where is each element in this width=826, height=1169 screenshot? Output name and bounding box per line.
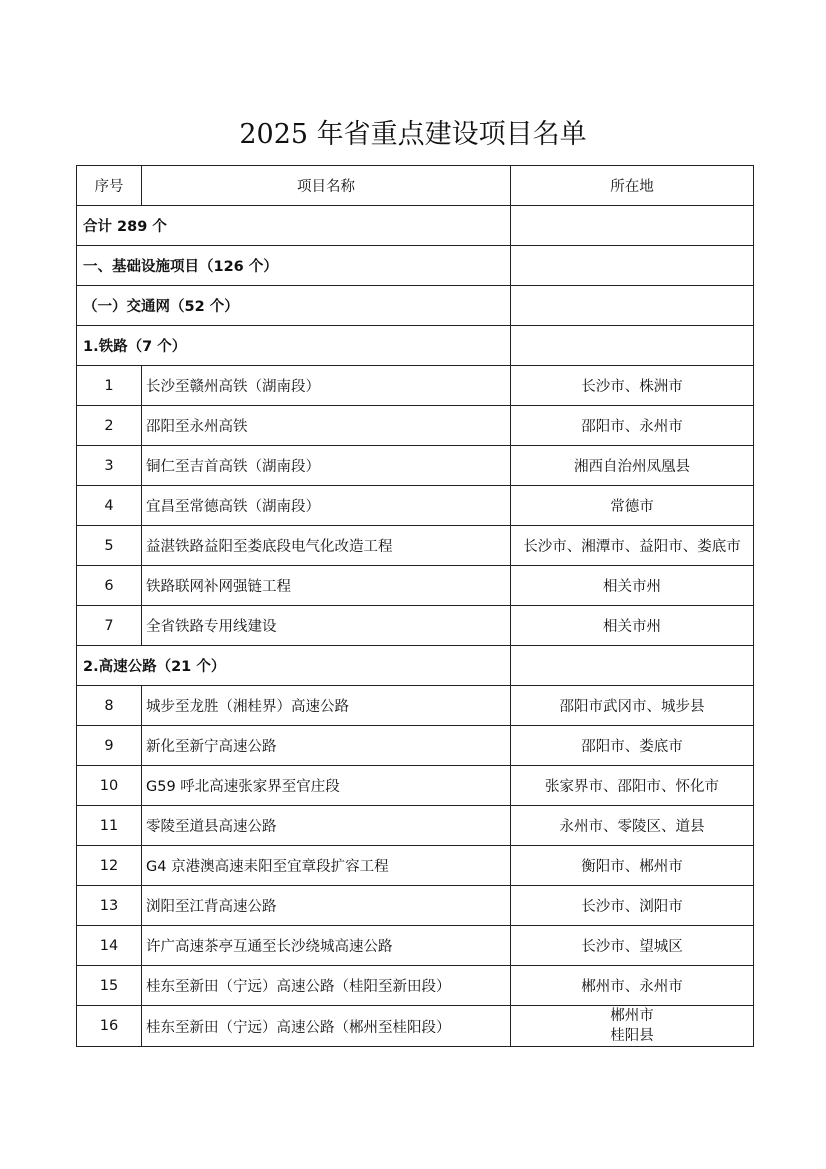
table-row [77, 566, 754, 606]
project-name: 浏阳至江背高速公路 [142, 886, 511, 926]
table-row [77, 606, 754, 646]
project-number: 8 [77, 686, 142, 726]
project-number: 7 [77, 606, 142, 646]
project-number: 4 [77, 486, 142, 526]
project-location: 相关市州 [511, 566, 754, 606]
project-number: 14 [77, 926, 142, 966]
section-location-empty [511, 286, 754, 326]
header-name: 项目名称 [142, 166, 511, 206]
project-name: G4 京港澳高速耒阳至宜章段扩容工程 [142, 846, 511, 886]
project-number: 12 [77, 846, 142, 886]
project-table [76, 165, 754, 1047]
section-location-empty [511, 646, 754, 686]
project-number: 11 [77, 806, 142, 846]
table-row [77, 726, 754, 766]
section-label: 2.高速公路（21 个） [77, 646, 511, 686]
project-number: 2 [77, 406, 142, 446]
table-row [77, 846, 754, 886]
project-location: 长沙市、浏阳市 [511, 886, 754, 926]
project-number: 1 [77, 366, 142, 406]
header-location: 所在地 [511, 166, 754, 206]
section-location-empty [511, 326, 754, 366]
table-row [77, 526, 754, 566]
project-name: 桂东至新田（宁远）高速公路（桂阳至新田段） [142, 966, 511, 1006]
project-location-line: 桂阳县 [610, 1028, 654, 1044]
table-row [77, 446, 754, 486]
section-row [77, 646, 754, 686]
project-location: 长沙市、湘潭市、益阳市、娄底市 [511, 526, 754, 566]
table-row [77, 766, 754, 806]
project-location: 衡阳市、郴州市 [511, 846, 754, 886]
project-number: 6 [77, 566, 142, 606]
table-row [77, 486, 754, 526]
table-row [77, 926, 754, 966]
project-name: 宜昌至常德高铁（湖南段） [142, 486, 511, 526]
section-location-empty [511, 206, 754, 246]
project-location: 长沙市、望城区 [511, 926, 754, 966]
project-location: 长沙市、株洲市 [511, 366, 754, 406]
project-number: 16 [77, 1006, 142, 1047]
project-number: 15 [77, 966, 142, 1006]
project-name: 全省铁路专用线建设 [142, 606, 511, 646]
section-row [77, 286, 754, 326]
table-row [77, 886, 754, 926]
table-header-row [77, 166, 754, 206]
section-row [77, 326, 754, 366]
project-name: G59 呼北高速张家界至官庄段 [142, 766, 511, 806]
section-row [77, 246, 754, 286]
section-location-empty [511, 246, 754, 286]
project-location: 郴州市、永州市 [511, 966, 754, 1006]
project-location: 邵阳市、永州市 [511, 406, 754, 446]
project-location-line: 郴州市 [610, 1008, 654, 1024]
table-row [77, 366, 754, 406]
project-name: 许广高速茶亭互通至长沙绕城高速公路 [142, 926, 511, 966]
header-no: 序号 [77, 166, 142, 206]
project-name: 铜仁至吉首高铁（湖南段） [142, 446, 511, 486]
project-name: 新化至新宁高速公路 [142, 726, 511, 766]
project-number: 9 [77, 726, 142, 766]
project-location: 邵阳市、娄底市 [511, 726, 754, 766]
section-label: （一）交通网（52 个） [77, 286, 511, 326]
table-row [77, 1006, 754, 1047]
project-name: 邵阳至永州高铁 [142, 406, 511, 446]
project-location: 湘西自治州凤凰县 [511, 446, 754, 486]
section-row [77, 206, 754, 246]
table-row [77, 686, 754, 726]
project-name: 桂东至新田（宁远）高速公路（郴州至桂阳段） [142, 1006, 511, 1047]
project-name: 零陵至道县高速公路 [142, 806, 511, 846]
table-row [77, 406, 754, 446]
project-location [511, 1006, 754, 1047]
project-location: 张家界市、邵阳市、怀化市 [511, 766, 754, 806]
project-location: 永州市、零陵区、道县 [511, 806, 754, 846]
project-location: 邵阳市武冈市、城步县 [511, 686, 754, 726]
table-row [77, 806, 754, 846]
project-number: 3 [77, 446, 142, 486]
section-label: 1.铁路（7 个） [77, 326, 511, 366]
project-number: 5 [77, 526, 142, 566]
section-label: 合计 289 个 [77, 206, 511, 246]
project-number: 10 [77, 766, 142, 806]
project-location: 相关市州 [511, 606, 754, 646]
project-number: 13 [77, 886, 142, 926]
project-name: 益湛铁路益阳至娄底段电气化改造工程 [142, 526, 511, 566]
project-table-body [77, 166, 754, 1047]
project-name: 城步至龙胜（湘桂界）高速公路 [142, 686, 511, 726]
section-label: 一、基础设施项目（126 个） [77, 246, 511, 286]
document-title: 2025 年省重点建设项目名单 [239, 119, 587, 150]
project-name: 长沙至赣州高铁（湖南段） [142, 366, 511, 406]
project-location: 常德市 [511, 486, 754, 526]
table-row [77, 966, 754, 1006]
project-name: 铁路联网补网强链工程 [142, 566, 511, 606]
